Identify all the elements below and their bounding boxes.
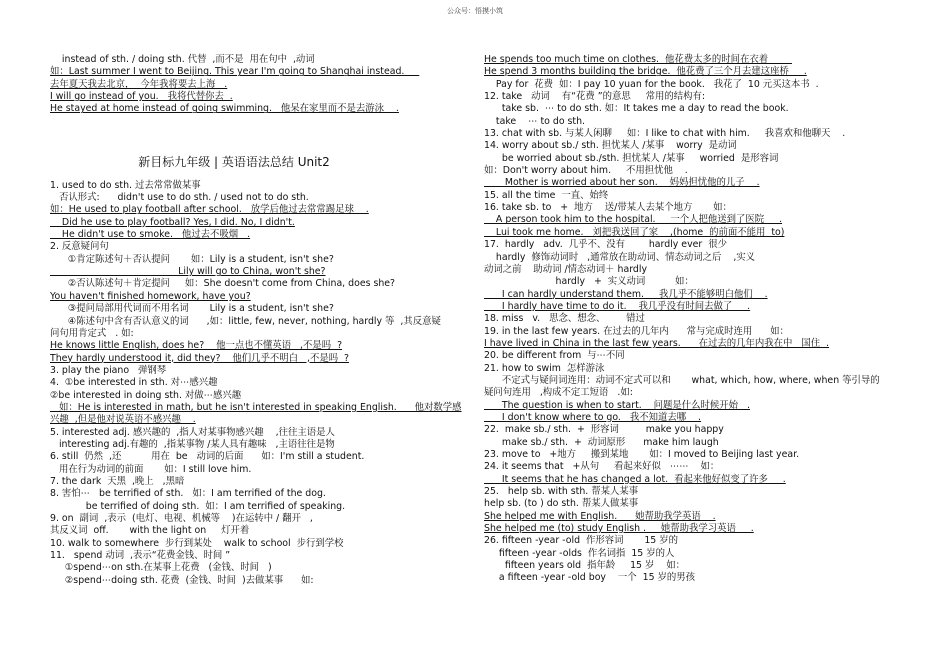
note-line: Did he use to play football? Yes, I did. No, I didn't. [50,216,295,228]
note-line: 15. all the time 一直、始终 [484,189,609,201]
note-line: 1. used to do sth. 过去常常做某事 [50,179,201,191]
note-line: 4. ①be interested in sth. 对⋯感兴趣 [50,377,218,389]
note-line: ①肯定陈述句＋否认提问 如：Lily is a student, isn't she? [50,253,334,265]
note-line: ②be interested in doing sth. 对做⋯感兴趣 [50,389,242,401]
note-line: 20. be different from 与⋯不同 [484,350,625,362]
note-line: fifteen -year -olds 作名词指 15 岁的人 [484,547,675,559]
note-line: 26. fifteen -year -old 作形容词 15 岁的 [484,535,679,547]
note-line: take ⋯ to do sth. [484,115,586,127]
note-line: 7. the dark 天黑 ,晚上 ,黑暗 [50,475,185,487]
page-title: 新目标九年级 | 英语语法总结 Unit2 [138,154,330,169]
note-line: 去年夏天我去北京， 今年我将要去上海 . [50,78,228,90]
note-line: 13. chat with sb. 与某人闲聊 如：I like to chat with him. 我喜欢和他聊天 . [484,128,846,140]
note-line: 不定式与疑问词连用：动词不定式可以和 what, which, how, where, when 等引导的 [484,374,880,386]
note-line: 兴趣 ,但是他对说英语不感兴趣 . [50,414,196,426]
note-line: ②spend⋯doing sth. 花费 (金钱、时间 )去做某事 如: [50,574,314,586]
note-line: 如：Don't worry about him. 不用担忧他 . [484,165,688,177]
note-line: 11. spend 动词 ,表示“花费金钱、时间 ” [50,550,231,562]
note-line: Pay for 花费 如：I pay 10 yuan for the book. 我花了 10 元买这本书 . [484,78,819,90]
note-line: 问句用肯定式 . 如: [50,327,134,339]
note-line: 21. how to swim 怎样游泳 [484,362,605,374]
title-gap [50,170,418,180]
note-line: It seems that he has changed a lot. 看起来他好似变了许多 . [484,473,786,485]
note-line: 17. hardly adv. 几乎不、没有 hardly ever 很少 [484,239,727,251]
note-line: 24. it seems that +从句 看起来好似 ⋯⋯ 如： [484,461,720,473]
note-line: He spends too much time on clothes. 他花费太多的时间在衣着 [484,54,792,65]
note-line: 22. make sb./ sth. + 形容词 make you happy [484,424,724,436]
note-line: 动词之前 助动词 /情态动词＋ hardly [484,263,648,275]
right-column [484,54,884,585]
note-line: You haven't finished homework, have you? [50,290,251,302]
note-line: interesting adj.有趣的 ,指某事物 /某人具有趣味 ,主语往往是物 [50,438,335,450]
note-line: I can hardly understand them. 我几乎不能够明白他们 . [484,288,768,300]
note-line: I hardly have time to do it. 我几乎没有时间去做了 . [484,300,751,312]
note-line: make sb./ sth. + 动词原形 make him laugh [484,436,719,448]
note-line: 用在行为动词的前面 如：I still love him. [50,463,252,475]
note-line: 16. take sb. to + 地方 送/带某人去某个地方 如： [484,202,732,214]
left-column [50,54,462,587]
note-line: 如：He used to play football after school. 放学后他过去常常踢足球 . [50,204,369,216]
note-line: be worried about sb./sth. 担忧某人 /某事 worried 是形容词 [484,152,779,164]
note-line: 18. miss v. 思念、想念、 错过 [484,313,645,325]
note-line: He spend 3 months building the bridge. 他花费了三个月去建这座桥 . [484,66,807,78]
note-line: 3. play the piano 弹钢琴 [50,364,167,376]
note-line: 12. take 动词 有“花费 ”的意思 常用的结构有: [484,91,706,103]
note-line: a fifteen -year -old boy 一个 15 岁的男孩 [484,572,696,584]
note-line: 如：Last summer I went to Beijing. This year I'm going to Shanghai instead. [50,66,420,78]
note-line: The question is when to start. 问题是什么时候开始 . [484,399,750,411]
note-line: 5. interested adj. 感兴趣的 ,指人对某事物感兴趣 ,往往主语是人 [50,426,335,438]
note-line: She helped me with English. 她帮助我学英语 . [484,510,716,522]
note-line: He knows little English, does he? 他一点也不懂英语 ,不是吗 ? [50,340,343,352]
note-line: fifteen years old 指年龄 15 岁 如： [484,560,686,572]
note-line: 疑问句连用 ,构成不定工短语 .如: [484,387,633,399]
note-line: 6. still 仍然 ,还 用在 be 动词的后面 如：I'm still a student. [50,451,365,463]
note-line: 其反义词 off. with the light on 灯开着 [50,525,250,537]
note-line: 否认形式: didn't use to do sth. / used not to do sth. [50,192,309,204]
note-line: 23. move to +地方 搬到某地 如：I moved to Beijing last year. [484,449,800,460]
grammar-notes-left [50,179,462,587]
note-line: help sb. (to ) do sth. 帮某人做某事 [484,498,639,510]
note-line: 8. 害怕⋯ be terrified of sth. 如：I am terrified of the dog. [50,488,326,500]
page-header: 公众号：悟摸小筑 [447,7,503,15]
note-line: instead of sth. / doing sth. 代替 ,而不是 用在句中 ,动词 [50,54,315,65]
note-line: Lily will go to China, won't she? [50,266,326,278]
note-line: hardly 修饰动词时 ,通常放在助动词、情态动词之后 ,实义 [484,251,756,263]
note-line: 2. 反意疑问句 [50,241,109,253]
note-line: I have lived in China in the last few years. 在过去的几年内我在中 国住 . [484,337,830,349]
intro-notes [50,54,418,116]
note-line: be terrified of doing sth. 如：I am terrified of speaking. [50,500,346,512]
note-line: Lui took me home. 刘把我送回了家 ,(home 的前面不能用 to) [484,226,785,238]
note-line: He stayed at home instead of going swimming. 他呆在家里而不是去游泳 . [50,103,399,115]
grammar-notes-right [484,54,884,585]
note-line: 19. in the last few years. 在过去的几年内 常与完成时连用 如： [484,325,789,337]
section-gap [50,116,418,154]
note-line: She helped me (to) study English . 她帮助我学习英语 . [484,523,754,535]
note-line: ①spend⋯on sth.在某事上花费 (金钱、时间 ) [50,562,272,574]
note-line: hardly + 实义动词 如： [484,276,694,288]
note-line: ②否认陈述句＋肯定提问 如：She doesn't come from China, does she? [50,278,396,290]
note-line: ③提问局部用代词而不用名词 Lily is a student, isn't she? [50,303,334,315]
note-line: Mother is worried about her son. 妈妈担忧他的儿子 . [484,177,760,189]
note-line: I don't know where to go. 我不知道去哪 . [484,411,701,423]
note-line: take sb. ⋯ to do sth. 如：It takes me a day to read the book. [484,103,789,115]
note-line: ④陈述句中含有否认意义的词 ,如：little, few, never, nothing, hardly 等 ,其反意疑 [50,315,441,327]
note-line: 10. walk to somewhere 步行到某处 walk to school 步行到学校 [50,537,344,549]
note-line: They hardly understood it, did they? 他们几乎不明白 ,不是吗 ? [50,352,350,364]
note-line: 如：He is interested in math, but he isn't interested in speaking English. 他对数学感 [50,401,462,413]
note-line: He didn't use to smoke. 他过去不吸烟 . [50,229,251,241]
note-line: A person took him to the hospital. 一个人把他送到了医院 . [484,214,783,226]
note-line: 14. worry about sb./ sth. 担忧某人 /某事 worry 是动词 [484,140,737,152]
note-line: 9. on 副词 ,表示 (电灯、电视、机械等 )在运转中 / 翻开 , [50,513,313,524]
note-line: 25. help sb. with sth. 帮某人某事 [484,486,639,498]
note-line: I will go instead of you. 我将代替你去 . [50,91,233,103]
